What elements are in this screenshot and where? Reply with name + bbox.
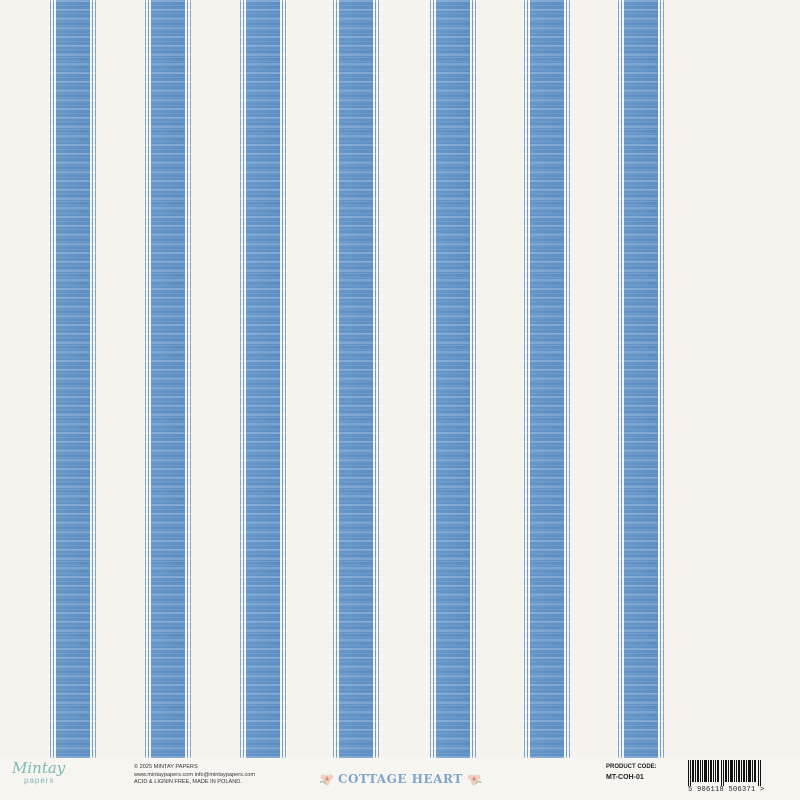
- blue-stripe: [238, 0, 288, 758]
- flower-icon: [318, 770, 336, 788]
- barcode: [688, 760, 772, 798]
- brand-name: Mintay: [12, 759, 66, 777]
- flower-icon: [465, 770, 483, 788]
- product-code-value: MT-COH-01: [606, 774, 644, 781]
- brand-logo: [12, 760, 72, 796]
- collection-logo: [318, 764, 488, 794]
- collection-title: COTTAGE HEART: [338, 772, 463, 786]
- made-in-text: ACID & LIGNIN FREE, MADE IN POLAND.: [134, 779, 242, 786]
- footer-strip: [0, 758, 800, 800]
- blue-stripe: [522, 0, 572, 758]
- product-code: [606, 764, 686, 781]
- blue-stripe: [616, 0, 666, 758]
- product-code-label: PRODUCT CODE:: [606, 764, 657, 770]
- barcode-number: 5 906118 506371 >: [688, 786, 765, 794]
- barcode-icon: [688, 760, 764, 786]
- publisher-info: [134, 764, 304, 787]
- blue-stripe: [428, 0, 478, 758]
- blue-stripe: [48, 0, 98, 758]
- blue-stripe: [331, 0, 381, 758]
- brand-subtitle: papers: [24, 776, 55, 785]
- contact-text: www.mintaypapers.com info@mintaypapers.com: [134, 771, 256, 778]
- copyright-text: © 2025 MINTAY PAPERS: [134, 764, 198, 770]
- blue-stripe: [143, 0, 193, 758]
